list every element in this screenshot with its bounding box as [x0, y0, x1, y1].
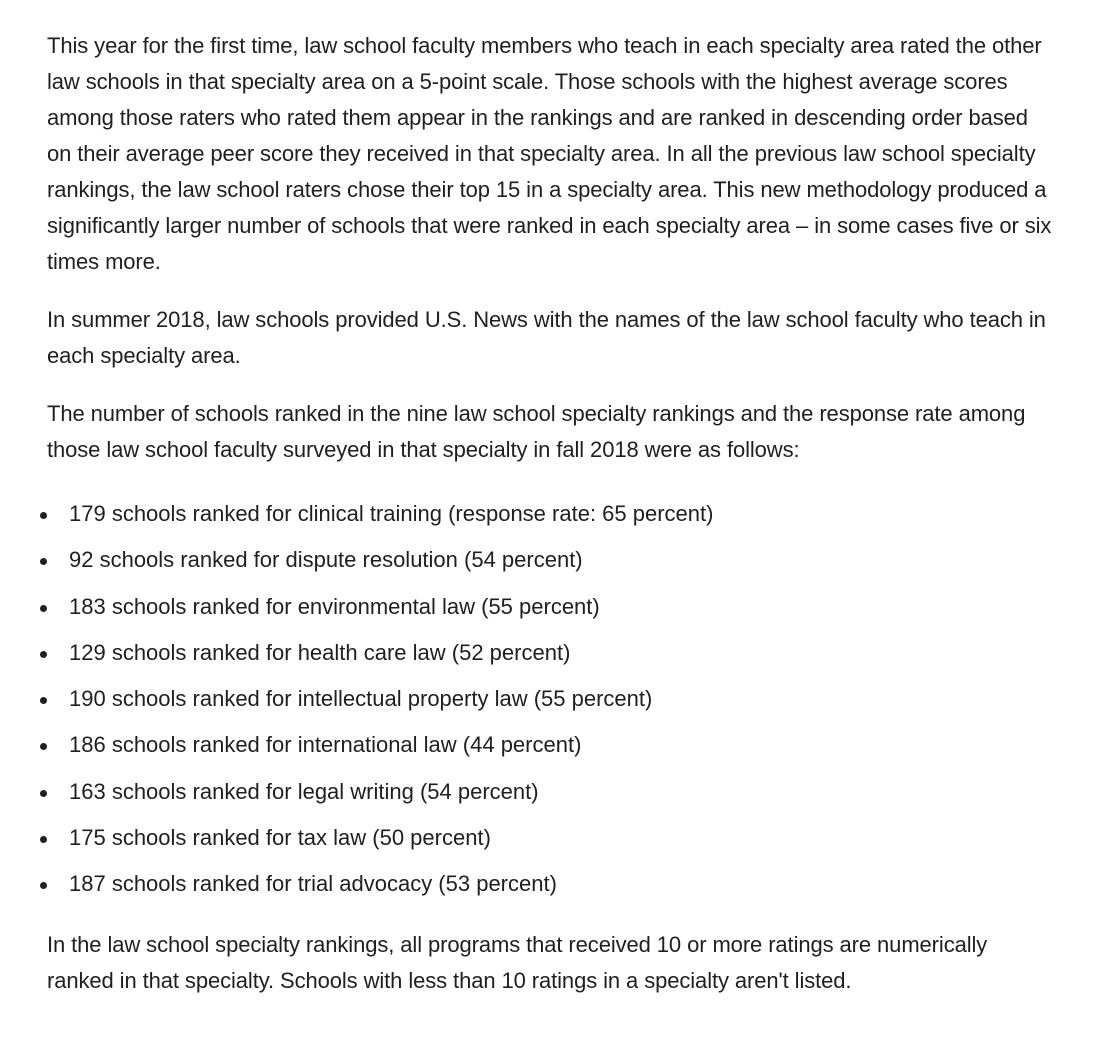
specialty-text: 190 schools ranked for intellectual property law (55 percent) [69, 686, 653, 712]
specialty-text: 186 schools ranked for international law (44 percent) [69, 732, 582, 758]
bullet-icon [40, 882, 47, 889]
specialty-text: 175 schools ranked for tax law (50 percent) [69, 825, 491, 851]
methodology-paragraph: This year for the first time, law school faculty members who teach in each specialty area rated the other law schools in that specialty area on a 5-point scale. Those schools with the highest average scores among those raters who rated them appear in the rankings and are ranked in descending order based on their average peer score they received in that specialty area. In all the previous law school specialty rankings, the law school raters chose their top 15 in a specialty area. This new methodology produced a significantly larger number of schools that were ranked in each specialty area – in some cases five or six times more. [47, 33, 1052, 274]
specialty-text: 163 schools ranked for legal writing (54 percent) [69, 778, 539, 804]
list-item [0, 866, 1102, 912]
list-item [0, 774, 1102, 820]
list-item [0, 635, 1102, 681]
faculty-list-paragraph: In summer 2018, law schools provided U.S. News with the names of the law school faculty who teach in each specialty area. [47, 307, 1046, 368]
bullet-icon [40, 697, 47, 704]
specialty-text: 183 schools ranked for environmental law (55 percent) [69, 593, 600, 619]
bullet-icon [40, 512, 47, 519]
specialty-text: 187 schools ranked for trial advocacy (53 percent) [69, 871, 557, 897]
list-item [0, 681, 1102, 727]
specialty-text: 129 schools ranked for health care law (52 percent) [69, 639, 571, 665]
specialty-text: 92 schools ranked for dispute resolution (54 percent) [69, 547, 583, 573]
bullet-icon [40, 605, 47, 612]
bullet-icon [40, 651, 47, 658]
bullet-icon [40, 836, 47, 843]
specialty-intro-paragraph: The number of schools ranked in the nine law school specialty rankings and the response rate among those law school faculty surveyed in that specialty in fall 2018 were as follows: [47, 401, 1026, 462]
list-item [0, 820, 1102, 866]
bullet-icon [40, 558, 47, 565]
bullet-icon [40, 743, 47, 750]
list-item [0, 542, 1102, 588]
ratings-threshold-paragraph: In the law school specialty rankings, all programs that received 10 or more ratings are numerically ranked in that specialty. Schools with less than 10 ratings in a specialty aren't listed. [47, 931, 988, 993]
list-item [0, 727, 1102, 773]
list-item [0, 496, 1102, 542]
list-item [0, 589, 1102, 635]
specialty-list [0, 496, 1102, 913]
bullet-icon [40, 790, 47, 797]
specialty-text: 179 schools ranked for clinical training (response rate: 65 percent) [69, 501, 714, 526]
